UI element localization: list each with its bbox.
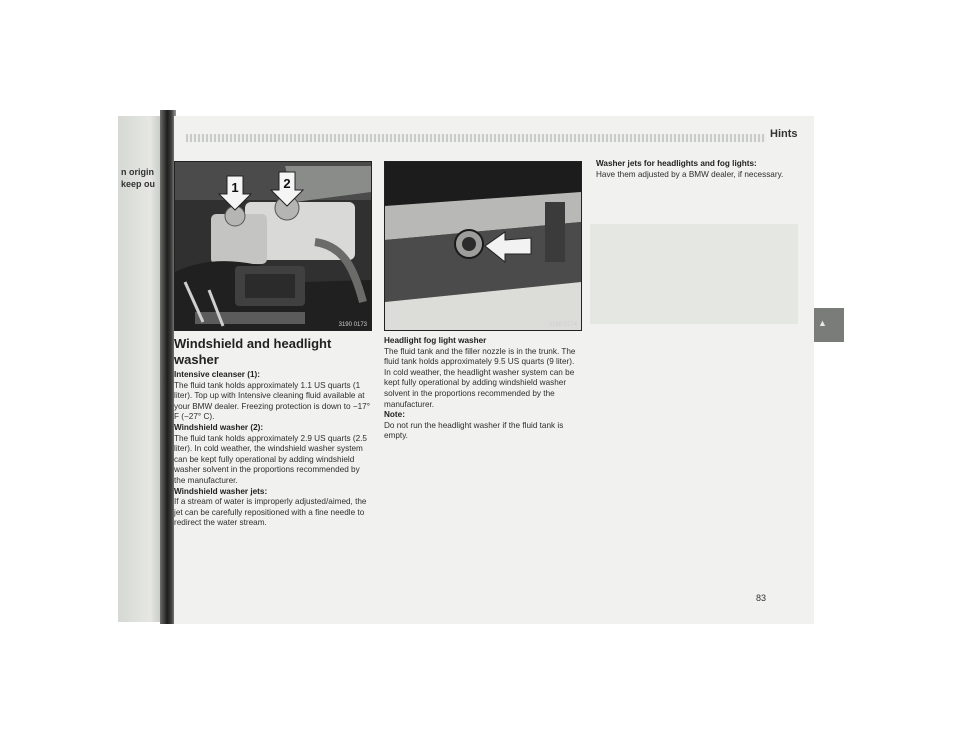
callout-1: 1 [231,180,239,195]
previous-page-text: n origin keep ou [121,167,156,189]
left-column [174,336,372,529]
section-heading: Windshield washer jets: [174,486,268,496]
section-heading: Washer jets for headlights and fog lights: [596,159,757,168]
engine-bay-illustration [175,162,371,330]
car-icon: ▲ [818,318,827,328]
section-heading: Headlight fog light washer [384,336,487,345]
photo-reference-number: 3190 0174 [548,322,577,328]
note-body: Do not run the headlight washer if the fluid tank is empty. [384,420,564,441]
section-body: The fluid tank holds approximately 1.1 US quarts (1 liter). Top up with Intensive cleaning fluid available at your BMW dealer. Freezing protection is down to −17° F (−27° C). [174,380,371,422]
section-body: Have them adjusted by a BMW dealer, if necessary. [596,169,784,179]
page-number: 83 [756,593,767,603]
middle-column [384,336,582,442]
header-rule [186,134,766,142]
previous-page-edge [118,116,164,622]
section-body: The fluid tank holds approximately 2.9 US quarts (2.5 liter). In cold weather, the windshield washer system can be kept fully operational by adding windshield washer solvent in the proportions recommended by the manufacturer. [174,433,367,485]
section-title: Hints [770,128,798,140]
trunk-illustration [385,162,581,330]
callout-2: 2 [283,176,291,191]
section-body: The fluid tank and the filler nozzle is in the trunk. The fluid tank holds approximately 9.5 US quarts (9 liter). In cold weather, the headlight washer system can be kept fully operational by adding windshield washer solvent in the proportions recommended by the manufacturer. [384,346,576,409]
trunk-photo [384,161,582,331]
engine-bay-photo [174,161,372,331]
right-column [596,159,796,180]
note-label: Note: [384,410,405,420]
faded-image-area [590,224,798,324]
section-heading: Intensive cleanser (1): [174,370,261,379]
article-title: Windshield and headlight washer [174,336,332,367]
section-heading: Windshield washer (2): [174,422,264,432]
photo-reference-number: 3190 0173 [338,322,367,328]
manual-page [174,116,814,624]
section-body: If a stream of water is improperly adjusted/aimed, the jet can be carefully repositioned with a fine needle to redirect the water stream. [174,497,367,528]
